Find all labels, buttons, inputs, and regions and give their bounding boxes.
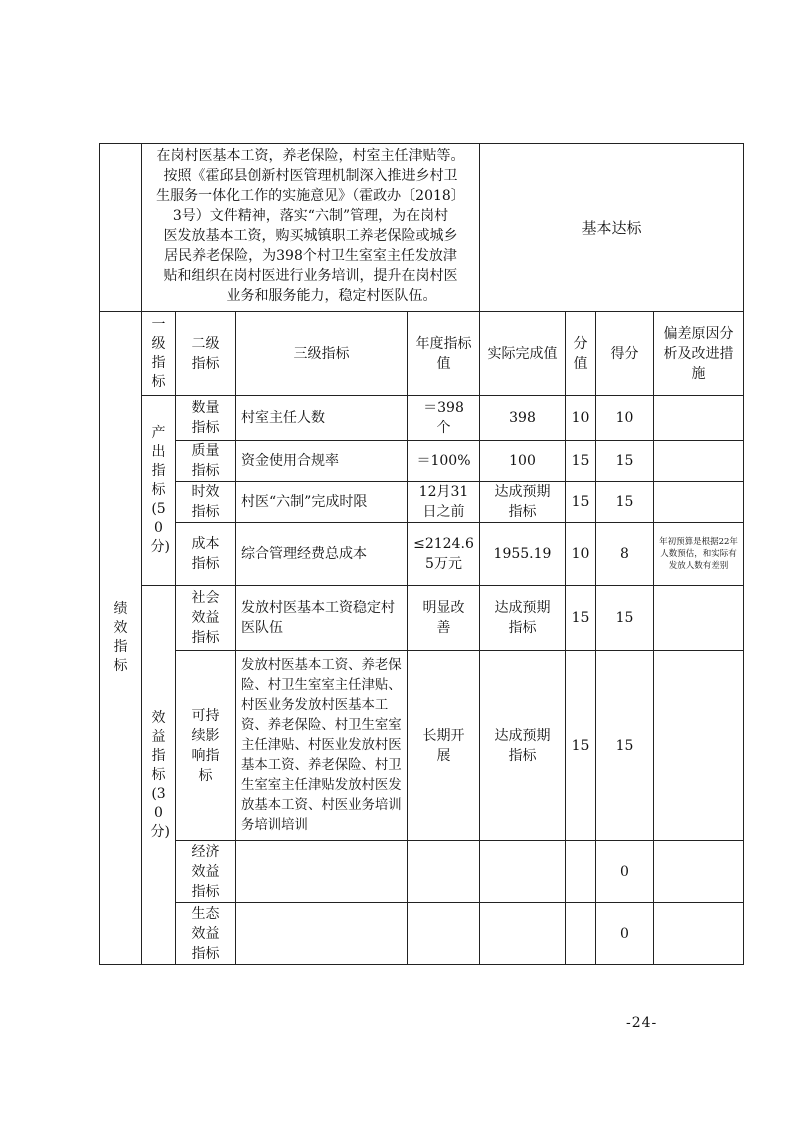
level3-cell: 村室主任人数 [236, 396, 408, 441]
actual-cell [480, 841, 566, 903]
target-cell: ＝398个 [408, 396, 480, 441]
target-cell [408, 841, 480, 903]
table-row [100, 903, 744, 965]
target-cell: 长期开展 [408, 651, 480, 841]
table-row [100, 396, 744, 441]
narrative-line: 3号）文件精神，落实“六制”管理，为在岗村 [172, 208, 449, 224]
level3-cell: 资金使用合规率 [236, 441, 408, 482]
score-cell: 15 [596, 586, 654, 651]
level2-cell: 质量指标 [176, 441, 236, 482]
weight-cell [566, 841, 596, 903]
target-cell [408, 903, 480, 965]
benefit-group-label: 效益指标(30分) [142, 586, 176, 965]
score-cell: 0 [596, 841, 654, 903]
actual-cell: 1955.19 [480, 523, 566, 586]
level2-cell: 成本指标 [176, 523, 236, 586]
deviation-cell [654, 841, 744, 903]
header-level3: 三级指标 [236, 312, 408, 396]
header-weight: 分值 [566, 312, 596, 396]
narrative-line: 生服务一体化工作的实施意见》（霍政办〔2018〕 [156, 188, 465, 204]
deviation-cell [654, 903, 744, 965]
narrative-line: 医发放基本工资，购买城镇职工养老保险或城乡 [163, 228, 458, 244]
header-row [100, 312, 744, 396]
target-cell: 明显改善 [408, 586, 480, 651]
table-row [100, 841, 744, 903]
completion-status: 基本达标 [480, 144, 744, 312]
level2-cell: 可持续影响指标 [176, 651, 236, 841]
score-cell: 15 [596, 651, 654, 841]
table-row [100, 523, 744, 586]
deviation-cell [654, 441, 744, 482]
score-cell: 15 [596, 482, 654, 523]
score-cell: 8 [596, 523, 654, 586]
output-group-label: 产出指标(50分) [142, 396, 176, 586]
level3-cell: 综合管理经费总成本 [236, 523, 408, 586]
score-cell: 15 [596, 441, 654, 482]
section-label-cell [100, 312, 142, 965]
level2-cell: 经济效益指标 [176, 841, 236, 903]
level2-cell: 社会效益指标 [176, 586, 236, 651]
narrative-line: 按照《霍邱县创新村医管理机制深入推进乡村卫 [163, 168, 458, 184]
narrative-line: 在岗村医基本工资，养老保险，村室主任津贴等。 [156, 148, 465, 164]
table-row [100, 482, 744, 523]
header-level1: 一级指标 [142, 312, 176, 396]
performance-table [99, 143, 744, 965]
level3-cell: 发放村医基本工资稳定村医队伍 [236, 586, 408, 651]
weight-cell: 10 [566, 396, 596, 441]
narrative-row [100, 144, 744, 312]
level2-cell: 生态效益指标 [176, 903, 236, 965]
header-actual: 实际完成值 [480, 312, 566, 396]
level3-cell [236, 903, 408, 965]
header-score: 得分 [596, 312, 654, 396]
score-cell: 10 [596, 396, 654, 441]
header-deviation: 偏差原因分析及改进措施 [654, 312, 744, 396]
target-cell: 12月31日之前 [408, 482, 480, 523]
header-level2: 二级指标 [176, 312, 236, 396]
deviation-cell [654, 482, 744, 523]
header-target: 年度指标值 [408, 312, 480, 396]
score-cell: 0 [596, 903, 654, 965]
target-cell: ＝100% [408, 441, 480, 482]
actual-cell [480, 903, 566, 965]
level2-cell: 数量指标 [176, 396, 236, 441]
page-number: -24- [626, 1015, 658, 1031]
narrative-line: 居民养老保险，为398个村卫生室室主任发放津 [164, 248, 457, 264]
actual-cell: 达成预期指标 [480, 651, 566, 841]
deviation-cell [654, 586, 744, 651]
table-row [100, 651, 744, 841]
deviation-cell [654, 651, 744, 841]
weight-cell: 15 [566, 651, 596, 841]
empty-cell [100, 144, 142, 312]
actual-cell: 达成预期指标 [480, 482, 566, 523]
weight-cell: 15 [566, 482, 596, 523]
actual-cell: 100 [480, 441, 566, 482]
weight-cell [566, 903, 596, 965]
level3-cell: 村医“六制”完成时限 [236, 482, 408, 523]
deviation-cell: 年初预算是根据22年人数预估，和实际有发放人数有差别 [654, 523, 744, 586]
deviation-cell [654, 396, 744, 441]
level3-cell: 发放村医基本工资、养老保险、村卫生室室主任津贴、村医业务发放村医基本工资、养老保险、村卫生室室主任津贴、村医业发放村医基本工资、养老保险、村卫生室室主任津贴发放村医发放基本工资、村医业务培训务培训培训 [236, 651, 408, 841]
narrative-text [142, 144, 480, 312]
table-row [100, 441, 744, 482]
actual-cell: 398 [480, 396, 566, 441]
weight-cell: 15 [566, 586, 596, 651]
table-row [100, 586, 744, 651]
narrative-line: 贴和组织在岗村医进行业务培训，提升在岗村医 [163, 268, 458, 284]
actual-cell: 达成预期指标 [480, 586, 566, 651]
weight-cell: 10 [566, 523, 596, 586]
section-label: 绩效指标 [113, 601, 128, 674]
weight-cell: 15 [566, 441, 596, 482]
level2-cell: 时效指标 [176, 482, 236, 523]
level3-cell [236, 841, 408, 903]
target-cell: ≤2124.65万元 [408, 523, 480, 586]
narrative-line: 业务和服务能力，稳定村医队伍。 [226, 288, 437, 304]
